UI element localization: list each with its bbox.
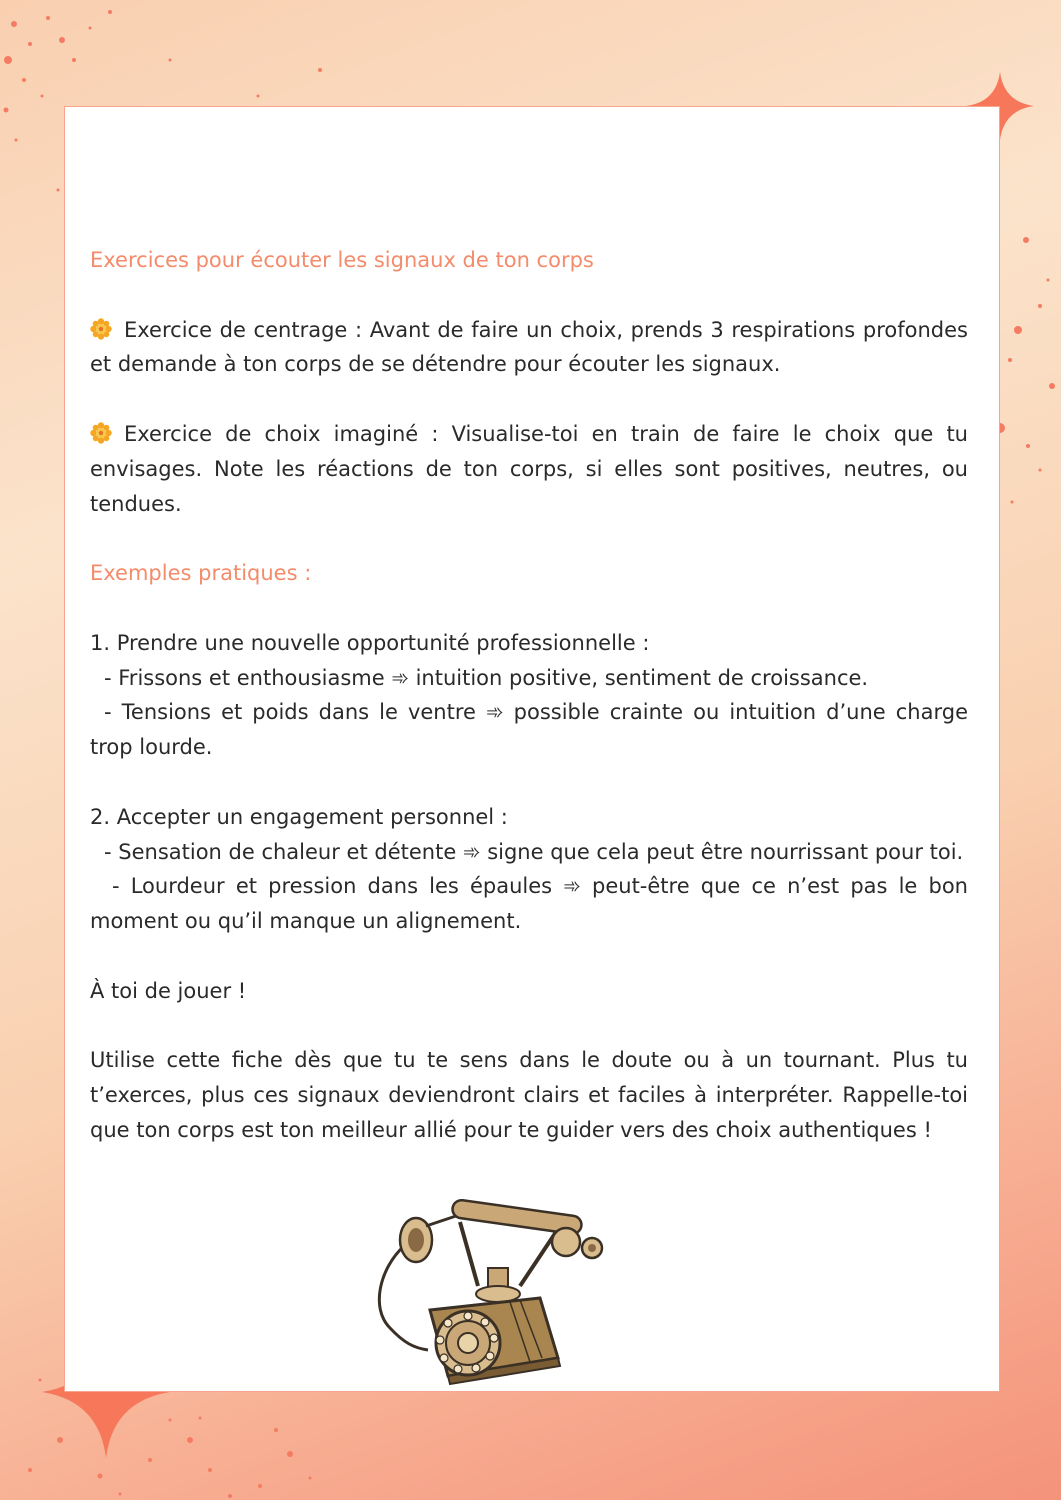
flower-bullet-icon: [90, 318, 112, 340]
document-body: [90, 243, 968, 1148]
example-1-line-1: - Frissons et enthousiasme ➾ intuition positive, sentiment de croissance.: [104, 665, 869, 690]
examples-heading: Exemples pratiques :: [90, 561, 312, 586]
exercise-centering-text: Exercice de centrage : Avant de faire un choix, prends 3 respirations profondes et demande à ton corps de se détendre pour écouter les signaux.: [90, 317, 968, 377]
vintage-telephone-icon: [370, 1198, 610, 1388]
example-1-title: 1. Prendre une nouvelle opportunité professionnelle :: [90, 630, 650, 655]
exercise-imagined-choice-text: Exercice de choix imaginé : Visualise-toi en train de faire le choix que tu envisages. Note les réactions de ton corps, si elles sont positives, neutres, ou tendues.: [90, 421, 968, 516]
example-1-line-2: - Tensions et poids dans le ventre ➾ possible crainte ou intuition d’une charge trop lourde.: [90, 700, 968, 760]
example-2-line-2: - Lourdeur et pression dans les épaules ➾ peut-être que ce n’est pas le bon moment ou qu’il manque un alignement.: [90, 874, 968, 934]
exercise-centering: [90, 313, 968, 383]
flower-bullet-icon: [90, 422, 112, 444]
page-title: Exercices pour écouter les signaux de ton corps: [90, 248, 594, 272]
example-2-title: 2. Accepter un engagement personnel :: [90, 804, 508, 829]
closing-paragraph: Utilise cette fiche dès que tu te sens dans le doute ou à un tournant. Plus tu t’exerces, plus ces signaux deviendront clairs et faciles à interpréter. Rappelle-toi que ton corps est ton meilleur allié pour te guider vers des choix authentiques !: [90, 1048, 968, 1142]
exercise-imagined-choice: [90, 417, 968, 521]
call-to-action: À toi de jouer !: [90, 978, 247, 1003]
example-2-line-1: - Sensation de chaleur et détente ➾ signe que cela peut être nourrissant pour toi.: [104, 839, 964, 864]
